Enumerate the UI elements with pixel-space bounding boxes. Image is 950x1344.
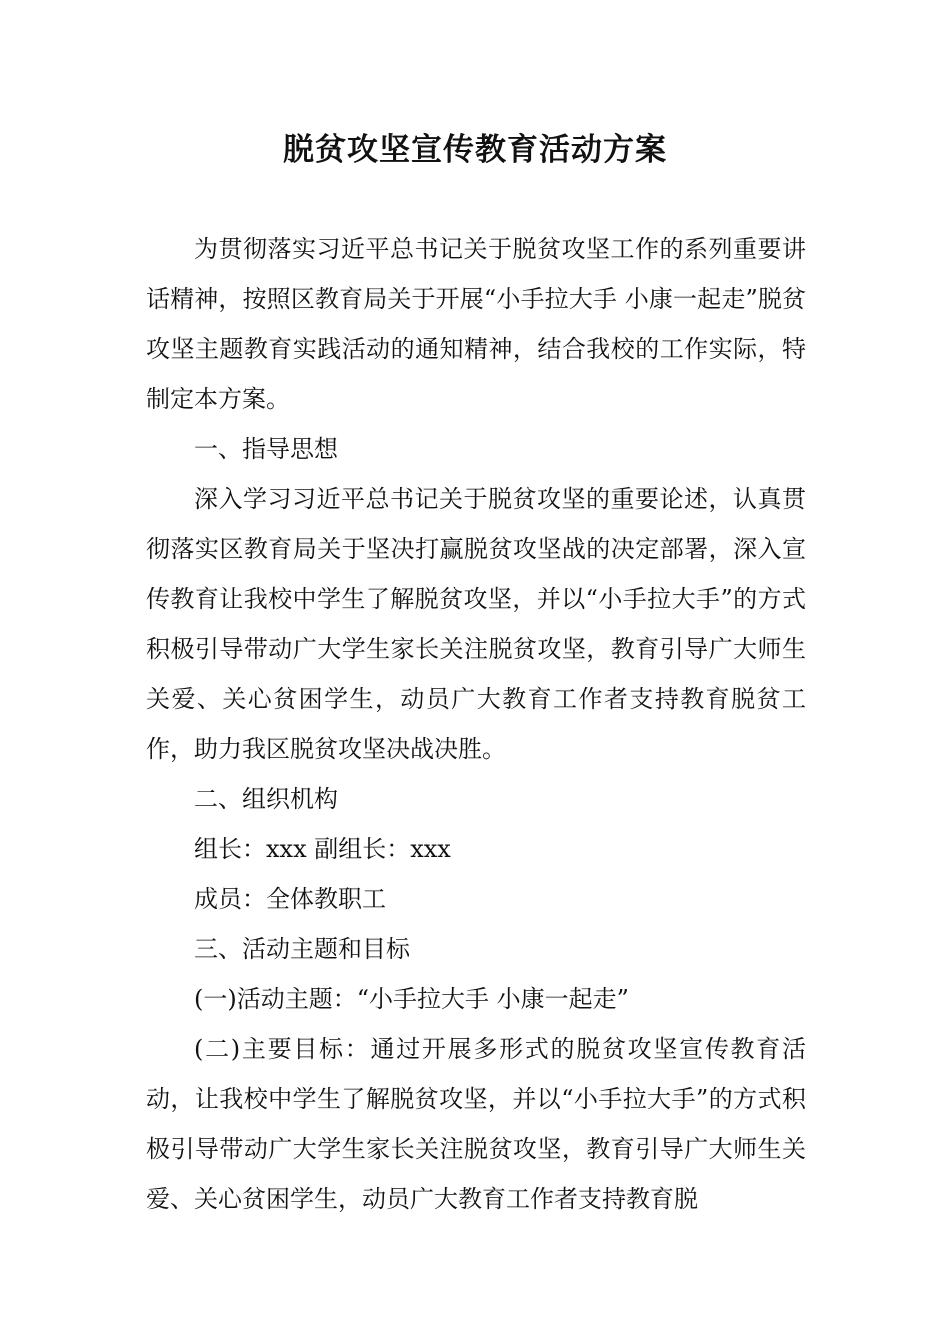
guiding-ideology-paragraph: 深入学习习近平总书记关于脱贫攻坚的重要论述，认真贯彻落实区教育局关于坚决打赢脱贫攻坚战的决定部署，深入宣传教育让我校中学生了解脱贫攻坚，并以“小手拉大手”的方式积极引导带动广大学生家长关注脱贫攻坚，教育引导广大师生关爱、关心贫困学生，动员广大教育工作者支持教育脱贫工作，助力我区脱贫攻坚决战决胜。 bbox=[146, 485, 806, 763]
organization-members-line: 成员：全体教职工 bbox=[194, 885, 386, 913]
document-body bbox=[146, 224, 806, 1224]
organization-leaders-line: 组长：xxx 副组长：xxx bbox=[194, 835, 451, 863]
intro-paragraph: 为贯彻落实习近平总书记关于脱贫攻坚工作的系列重要讲话精神，按照区教育局关于开展“小手拉大手 小康一起走”脱贫攻坚主题教育实践活动的通知精神，结合我校的工作实际，特制定本方案。 bbox=[146, 235, 806, 413]
main-goals-paragraph: (二)主要目标：通过开展多形式的脱贫攻坚宣传教育活动，让我校中学生了解脱贫攻坚，并以“小手拉大手”的方式积极引导带动广大学生家长关注脱贫攻坚，教育引导广大师生关爱、关心贫困学生，动员广大教育工作者支持教育脱 bbox=[146, 1035, 806, 1213]
activity-theme-line: (一)活动主题：“小手拉大手 小康一起走” bbox=[194, 985, 629, 1013]
section-heading-organization: 二、组织机构 bbox=[194, 785, 338, 813]
section-heading-theme-goals: 三、活动主题和目标 bbox=[194, 935, 410, 963]
document-title: 脱贫攻坚宣传教育活动方案 bbox=[283, 132, 667, 168]
section-heading-guiding-ideology: 一、指导思想 bbox=[194, 435, 338, 463]
